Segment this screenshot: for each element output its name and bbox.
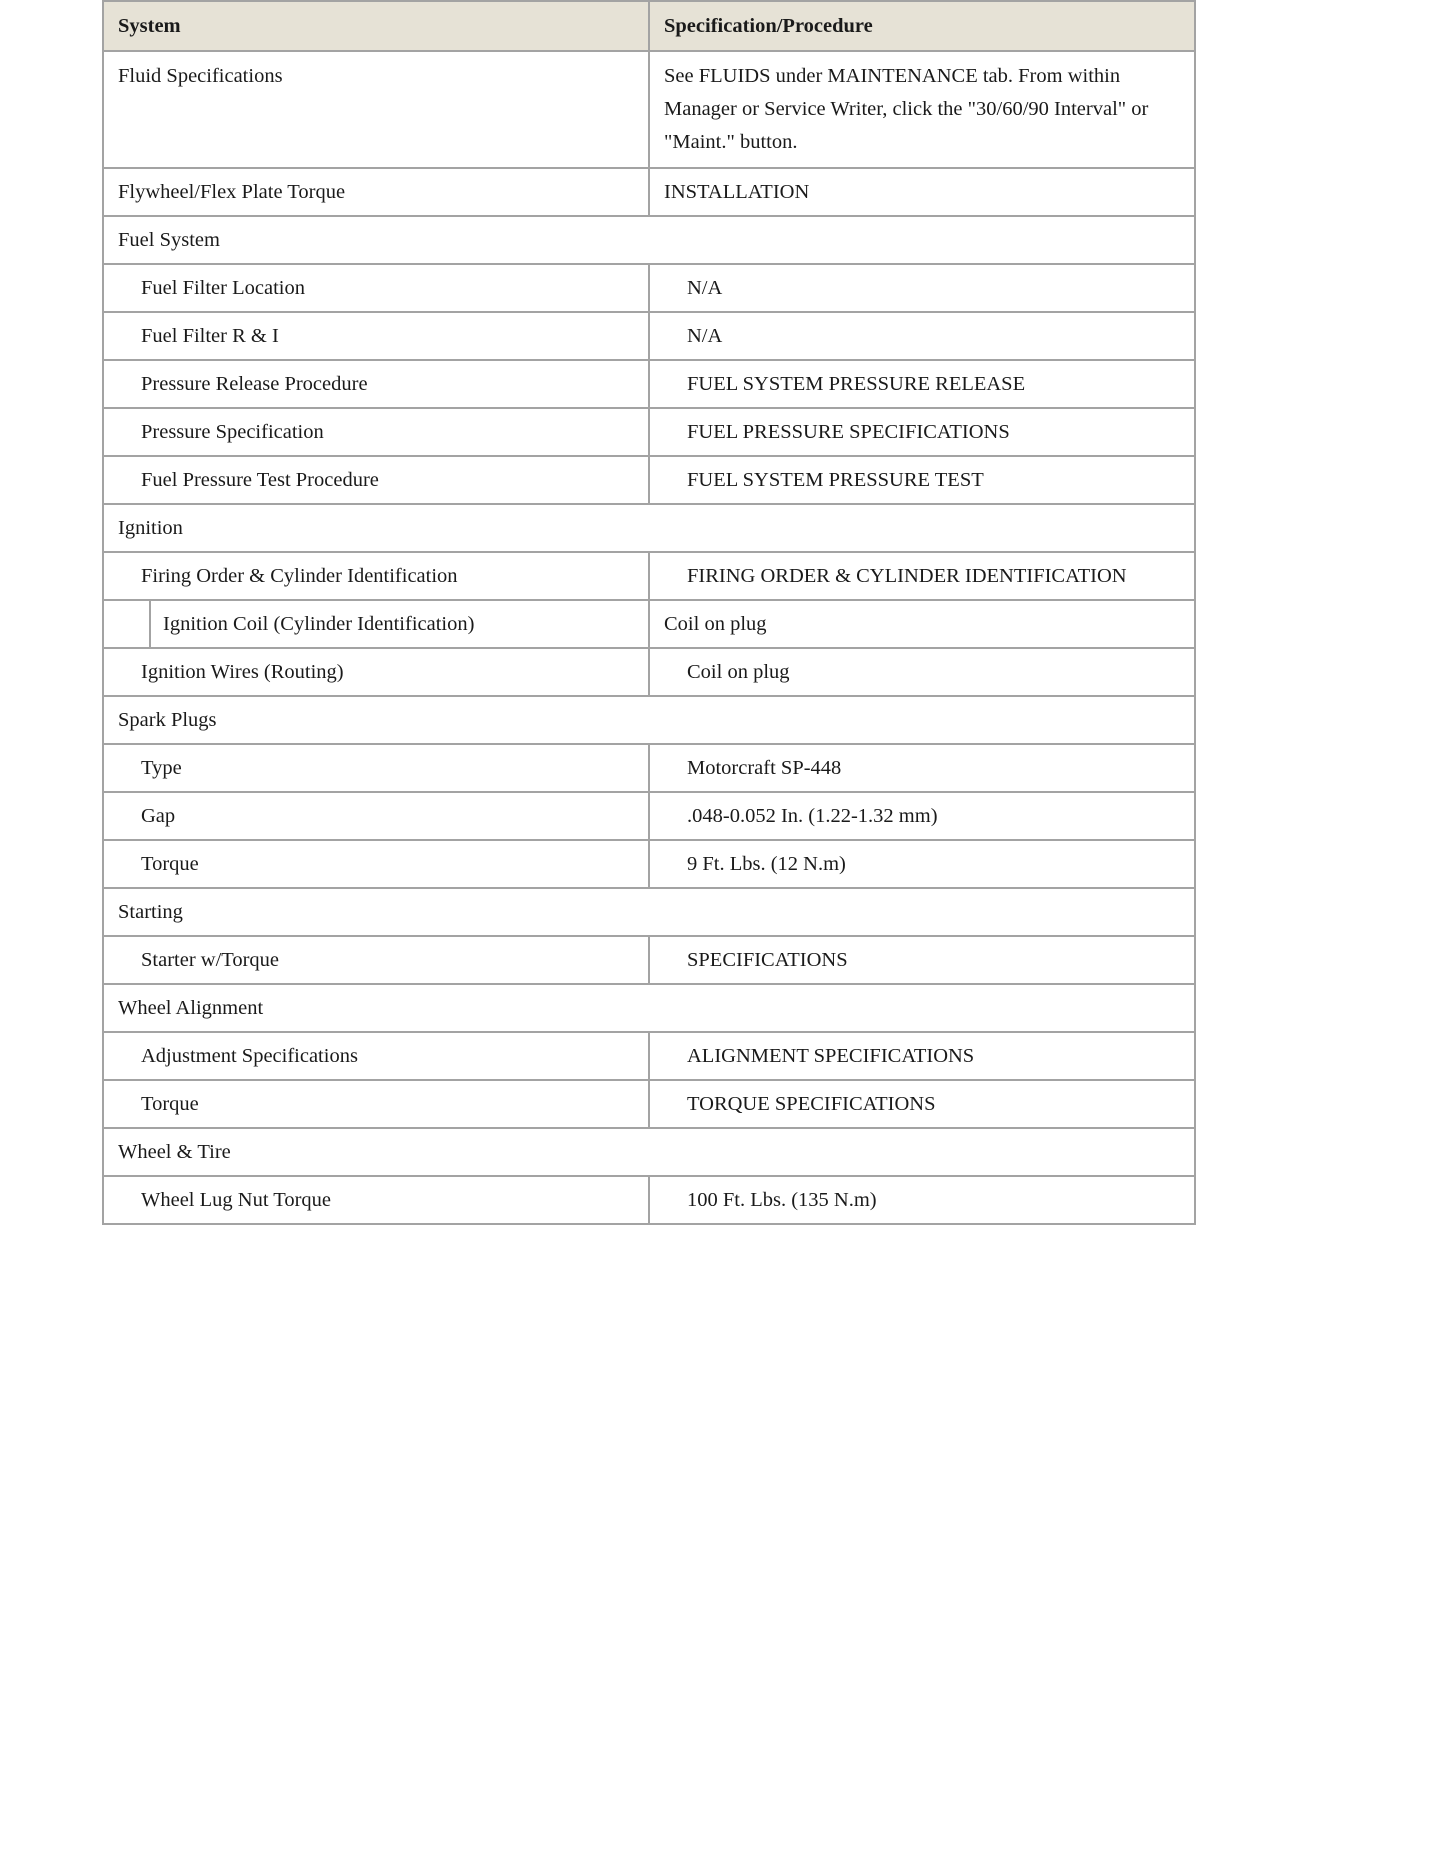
table-row <box>103 408 1195 456</box>
section-spark-plugs: Spark Plugs <box>103 696 1195 744</box>
spec-cell: Coil on plug <box>649 648 1195 696</box>
system-cell: Gap <box>103 792 649 840</box>
spec-cell: FUEL SYSTEM PRESSURE RELEASE <box>649 360 1195 408</box>
spec-cell: TORQUE SPECIFICATIONS <box>649 1080 1195 1128</box>
spec-cell: See FLUIDS under MAINTENANCE tab. From within Manager or Service Writer, click the "30/60/90 Interval" or "Maint." button. <box>649 51 1195 168</box>
table-row <box>103 840 1195 888</box>
spec-cell: SPECIFICATIONS <box>649 936 1195 984</box>
system-cell: Fuel Filter Location <box>103 264 649 312</box>
spec-table <box>102 0 1196 1225</box>
section-row <box>103 984 1195 1032</box>
section-row <box>103 696 1195 744</box>
system-cell: Fuel Filter R & I <box>103 312 649 360</box>
system-cell: Firing Order & Cylinder Identification <box>103 552 649 600</box>
table-row <box>103 1176 1195 1224</box>
system-cell: Torque <box>103 840 649 888</box>
table-row <box>103 600 1195 648</box>
table-row <box>103 648 1195 696</box>
spec-cell: 9 Ft. Lbs. (12 N.m) <box>649 840 1195 888</box>
spec-cell: INSTALLATION <box>649 168 1195 216</box>
table-row <box>103 360 1195 408</box>
table-row <box>103 936 1195 984</box>
spec-cell: 100 Ft. Lbs. (135 N.m) <box>649 1176 1195 1224</box>
system-cell: Type <box>103 744 649 792</box>
table-row <box>103 792 1195 840</box>
nested-cell <box>104 601 648 647</box>
section-fuel-system: Fuel System <box>103 216 1195 264</box>
system-cell: Flywheel/Flex Plate Torque <box>103 168 649 216</box>
section-row <box>103 504 1195 552</box>
table-row <box>103 552 1195 600</box>
spec-cell: FIRING ORDER & CYLINDER IDENTIFICATION <box>649 552 1195 600</box>
section-wheel-alignment: Wheel Alignment <box>103 984 1195 1032</box>
section-ignition: Ignition <box>103 504 1195 552</box>
section-row <box>103 216 1195 264</box>
section-row <box>103 1128 1195 1176</box>
header-row <box>103 1 1195 51</box>
system-cell: Ignition Wires (Routing) <box>103 648 649 696</box>
spec-cell: .048-0.052 In. (1.22-1.32 mm) <box>649 792 1195 840</box>
system-cell: Pressure Release Procedure <box>103 360 649 408</box>
system-cell: Torque <box>103 1080 649 1128</box>
section-row <box>103 888 1195 936</box>
section-wheel-tire: Wheel & Tire <box>103 1128 1195 1176</box>
system-cell: Fluid Specifications <box>103 51 649 168</box>
spec-cell: Coil on plug <box>649 600 1195 648</box>
table-row <box>103 51 1195 168</box>
system-cell-nested <box>103 600 649 648</box>
header-spec: Specification/Procedure <box>649 1 1195 51</box>
spec-cell: N/A <box>649 312 1195 360</box>
header-system: System <box>103 1 649 51</box>
system-cell: Pressure Specification <box>103 408 649 456</box>
spec-cell: FUEL PRESSURE SPECIFICATIONS <box>649 408 1195 456</box>
section-starting: Starting <box>103 888 1195 936</box>
spec-cell: ALIGNMENT SPECIFICATIONS <box>649 1032 1195 1080</box>
table-row <box>103 264 1195 312</box>
table-row <box>103 312 1195 360</box>
system-cell: Wheel Lug Nut Torque <box>103 1176 649 1224</box>
spec-cell: FUEL SYSTEM PRESSURE TEST <box>649 456 1195 504</box>
table-row <box>103 168 1195 216</box>
table-row <box>103 456 1195 504</box>
spec-cell: Motorcraft SP-448 <box>649 744 1195 792</box>
system-label: Ignition Coil (Cylinder Identification) <box>163 612 475 635</box>
system-cell: Adjustment Specifications <box>103 1032 649 1080</box>
system-cell: Starter w/Torque <box>103 936 649 984</box>
table-row <box>103 744 1195 792</box>
spec-cell: N/A <box>649 264 1195 312</box>
table-row <box>103 1032 1195 1080</box>
system-cell: Fuel Pressure Test Procedure <box>103 456 649 504</box>
table-row <box>103 1080 1195 1128</box>
indent-stub <box>104 601 151 647</box>
